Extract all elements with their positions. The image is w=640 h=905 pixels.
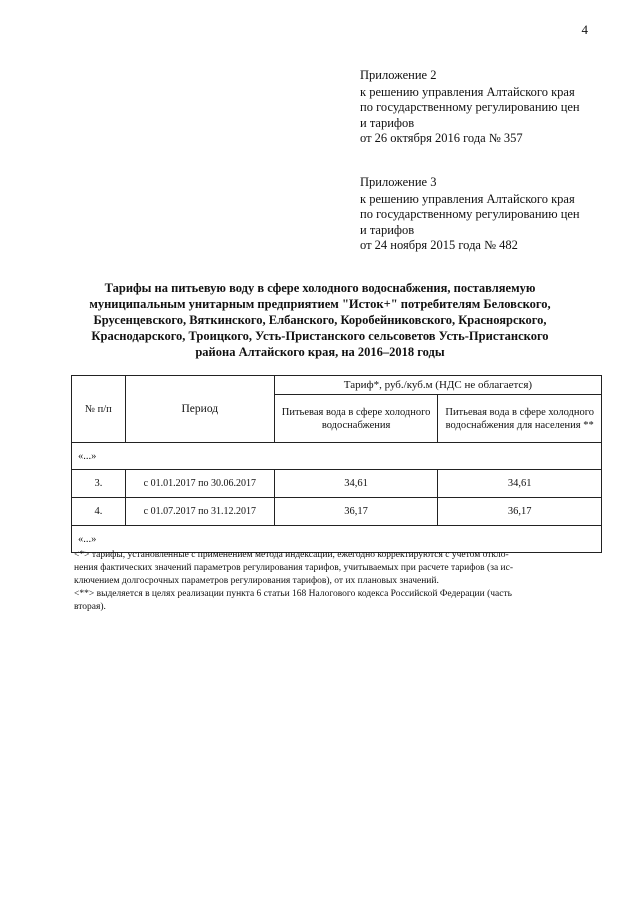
row-number: 4. [72,498,126,526]
table-row [72,470,602,498]
header-water-supply-population: Питьевая вода в сфере холодного водоснабжения для населения ** [438,395,602,443]
footnote-line: ключением долгосрочных параметров регулирования тарифов), от их плановых значений. [74,576,439,586]
header-number: № п/п [72,376,126,443]
row-tariff-value: 34,61 [274,470,438,498]
document-title [70,280,570,360]
annex-3-line: к решению управления Алтайского края [360,191,575,206]
annex-2-line: по государственному регулированию цен [360,100,580,114]
annex-2-line: к решению управления Алтайского края [360,84,575,99]
row-tariff-population-value: 34,61 [438,470,602,498]
title-line: Краснодарского, Троицкого, Усть-Пристанского сельсоветов Усть-Пристанского [91,329,549,343]
header-water-supply: Питьевая вода в сфере холодного водоснабжения [274,395,438,443]
annex-2-title: Приложение 2 [360,68,437,82]
footnote-line: <*> тарифы, установленные с применением метода индексации, ежегодно корректируются с учетом откло- [74,550,509,560]
table-row [72,498,602,526]
title-line: муниципальным унитарным предприятием "Исток+" потребителям Беловского, [89,297,551,311]
row-period: с 01.01.2017 по 30.06.2017 [125,470,274,498]
annex-3-line: по государственному регулированию цен [360,207,580,221]
annex-3-title: Приложение 3 [360,175,437,189]
annex-3-date: от 24 ноября 2015 года № 482 [360,238,518,252]
row-tariff-population-value: 36,17 [438,498,602,526]
footnotes [74,549,602,614]
ellipsis-row: «...» [72,526,602,553]
row-tariff-value: 36,17 [274,498,438,526]
page-number: 4 [581,22,588,37]
footnote-line: <**> выделяется в целях реализации пункта 6 статьи 168 Налогового кодекса Российской Федерации (часть [74,589,512,599]
row-number: 3. [72,470,126,498]
title-line: Брусенцевского, Вяткинского, Елбанского, Коробейниковского, Красноярского, [93,313,547,327]
footnote-line: вторая). [74,602,106,612]
header-tariff: Тариф*, руб./куб.м (НДС не облагается) [274,376,601,395]
title-line: района Алтайского края, на 2016–2018 годы [195,345,445,359]
header-period: Период [125,376,274,443]
footnote-line: нения фактических значений параметров регулирования тарифов, учитываемых при расчете тарифов (за ис- [74,563,514,573]
row-period: с 01.07.2017 по 31.12.2017 [125,498,274,526]
tariff-table [71,375,602,553]
ellipsis-row: «...» [72,443,602,470]
annex-2-header [360,68,620,147]
annex-2-line: и тарифов [360,115,415,130]
annex-3-header [360,175,620,254]
title-line: Тарифы на питьевую воду в сфере холодного водоснабжения, поставляемую [104,281,536,295]
annex-3-line: и тарифов [360,222,415,237]
annex-2-date: от 26 октября 2016 года № 357 [360,131,523,145]
